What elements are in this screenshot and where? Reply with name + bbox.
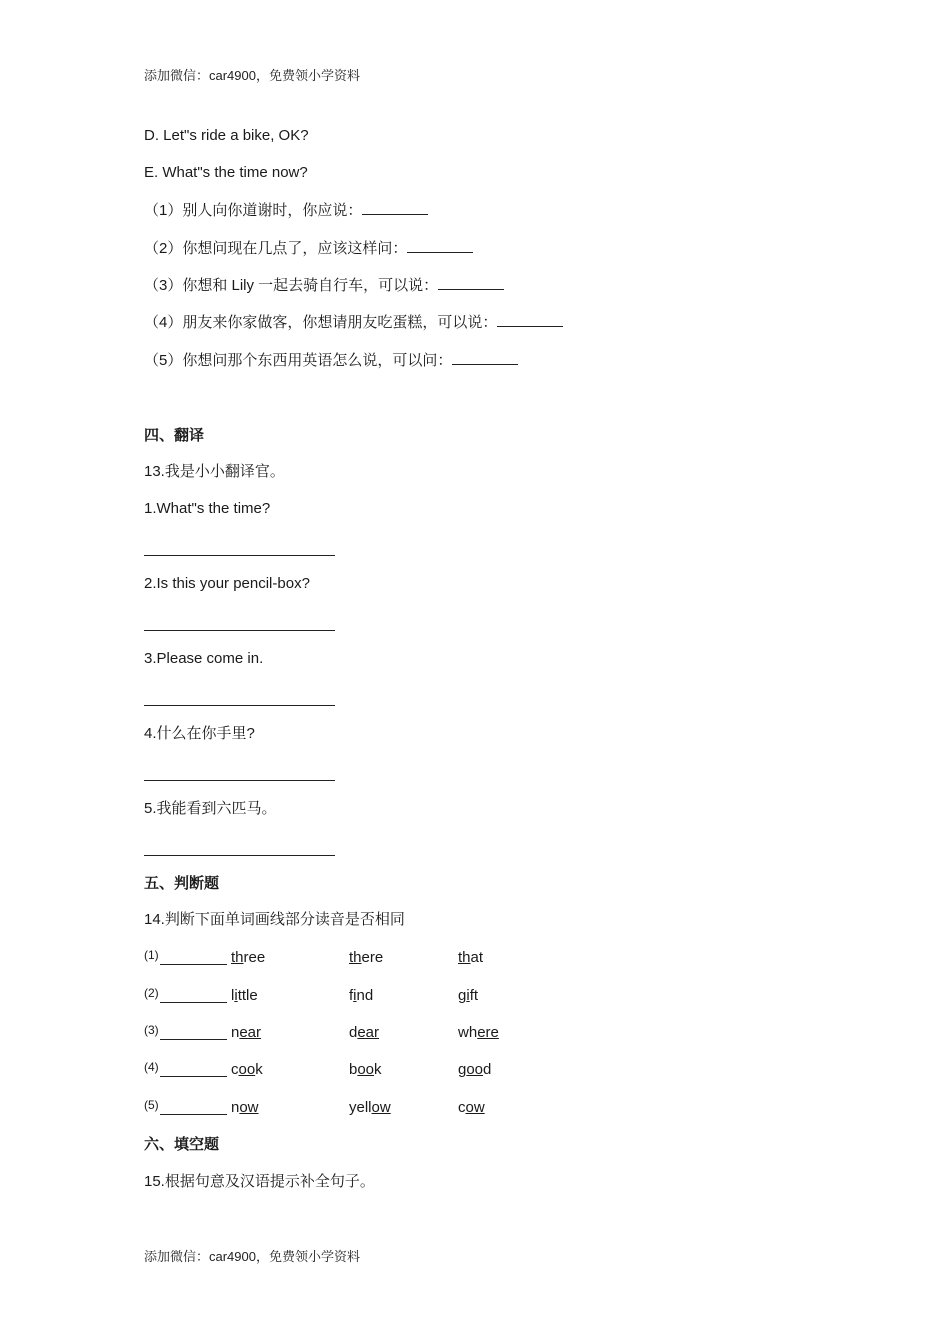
- word-part: ttle: [237, 987, 258, 1004]
- phonics-word: [349, 986, 373, 1006]
- section-4-title: 四、翻译: [144, 427, 205, 444]
- answer-blank[interactable]: [362, 200, 428, 215]
- section-6-title: 六、填空题: [144, 1136, 220, 1153]
- situation-1: （1）别人向你道谢时，你应说：: [144, 200, 428, 221]
- word-part: g: [458, 987, 467, 1004]
- underlined-letters: i: [234, 987, 238, 1004]
- answer-blank[interactable]: [160, 1060, 227, 1077]
- phonics-word: [458, 1023, 499, 1043]
- word-part: d: [349, 1024, 358, 1041]
- phonics-word: [231, 1060, 263, 1080]
- answer-blank[interactable]: [438, 275, 504, 290]
- word-part: d: [483, 1061, 492, 1078]
- underlined-letters: oo: [357, 1061, 375, 1078]
- word-part: at: [470, 949, 484, 966]
- option-d: D. Let"s ride a bike, OK?: [144, 127, 309, 144]
- row-number: (3): [144, 1023, 159, 1037]
- question-14: 14.判断下面单词画线部分读音是否相同: [144, 911, 405, 928]
- underlined-letters: th: [231, 949, 244, 966]
- underlined-letters: ear: [239, 1024, 262, 1041]
- translate-item-1: 1.What"s the time?: [144, 500, 271, 517]
- page-footer: 添加微信：car4900，免费领小学资料: [144, 1249, 360, 1264]
- situation-3: （3）你想和 Lily 一起去骑自行车，可以说：: [144, 275, 504, 296]
- phonics-word: [231, 986, 258, 1006]
- situation-5: （5）你想问那个东西用英语怎么说，可以问：: [144, 350, 518, 371]
- answer-line[interactable]: [144, 780, 335, 781]
- answer-line[interactable]: [144, 630, 335, 631]
- row-number: (4): [144, 1060, 159, 1074]
- answer-blank[interactable]: [452, 350, 518, 365]
- word-part: n: [231, 1099, 240, 1116]
- word-part: nd: [356, 987, 374, 1004]
- word-part: ree: [243, 949, 266, 966]
- phonics-word: [349, 1098, 391, 1118]
- word-part: k: [255, 1061, 263, 1078]
- answer-blank[interactable]: [160, 1098, 227, 1115]
- word-part: c: [231, 1061, 239, 1078]
- question-15: 15.根据句意及汉语提示补全句子。: [144, 1173, 375, 1190]
- phonics-word: [458, 1098, 485, 1118]
- answer-blank[interactable]: [160, 1023, 227, 1040]
- answer-blank[interactable]: [497, 312, 563, 327]
- answer-line[interactable]: [144, 705, 335, 706]
- section-5-title: 五、判断题: [144, 875, 220, 892]
- underlined-letters: ow: [239, 1099, 259, 1116]
- row-number: (2): [144, 986, 159, 1000]
- phonics-word: [349, 1060, 382, 1080]
- phonics-word: [349, 948, 383, 968]
- word-part: yell: [349, 1099, 372, 1116]
- word-part: ere: [361, 949, 384, 966]
- underlined-letters: th: [349, 949, 362, 966]
- translate-item-4: 4.什么在你手里?: [144, 725, 255, 742]
- row-number: (5): [144, 1098, 159, 1112]
- phonics-word: [231, 1098, 259, 1118]
- answer-line[interactable]: [144, 855, 335, 856]
- word-part: g: [458, 1061, 467, 1078]
- question-13: 13.我是小小翻译官。: [144, 463, 285, 480]
- word-part: l: [231, 987, 235, 1004]
- row-number: (1): [144, 948, 159, 962]
- underlined-letters: i: [466, 987, 470, 1004]
- phonics-word: [458, 1060, 491, 1080]
- underlined-letters: ow: [371, 1099, 391, 1116]
- underlined-letters: ow: [465, 1099, 485, 1116]
- phonics-word: [458, 948, 483, 968]
- word-part: c: [458, 1099, 466, 1116]
- word-part: f: [349, 987, 354, 1004]
- underlined-letters: oo: [238, 1061, 256, 1078]
- answer-blank[interactable]: [160, 948, 227, 965]
- phonics-word: [349, 1023, 379, 1043]
- situation-2: （2）你想问现在几点了，应该这样问：: [144, 238, 473, 259]
- phonics-word: [231, 948, 265, 968]
- underlined-letters: th: [458, 949, 471, 966]
- word-part: b: [349, 1061, 358, 1078]
- word-part: n: [231, 1024, 240, 1041]
- phonics-word: [231, 1023, 261, 1043]
- option-e: E. What"s the time now?: [144, 164, 308, 181]
- answer-blank[interactable]: [160, 986, 227, 1003]
- answer-line[interactable]: [144, 555, 335, 556]
- underlined-letters: ere: [477, 1024, 499, 1041]
- answer-blank[interactable]: [407, 238, 473, 253]
- situation-4: （4）朋友来你家做客，你想请朋友吃蛋糕，可以说：: [144, 312, 563, 333]
- word-part: wh: [458, 1024, 478, 1041]
- underlined-letters: ear: [357, 1024, 380, 1041]
- translate-item-5: 5.我能看到六匹马。: [144, 800, 277, 817]
- page-header: 添加微信：car4900，免费领小学资料: [144, 68, 360, 83]
- underlined-letters: i: [353, 987, 357, 1004]
- word-part: ft: [469, 987, 479, 1004]
- translate-item-3: 3.Please come in.: [144, 650, 264, 667]
- phonics-word: [458, 986, 478, 1006]
- translate-item-2: 2.Is this your pencil-box?: [144, 575, 310, 592]
- underlined-letters: oo: [466, 1061, 484, 1078]
- word-part: k: [374, 1061, 382, 1078]
